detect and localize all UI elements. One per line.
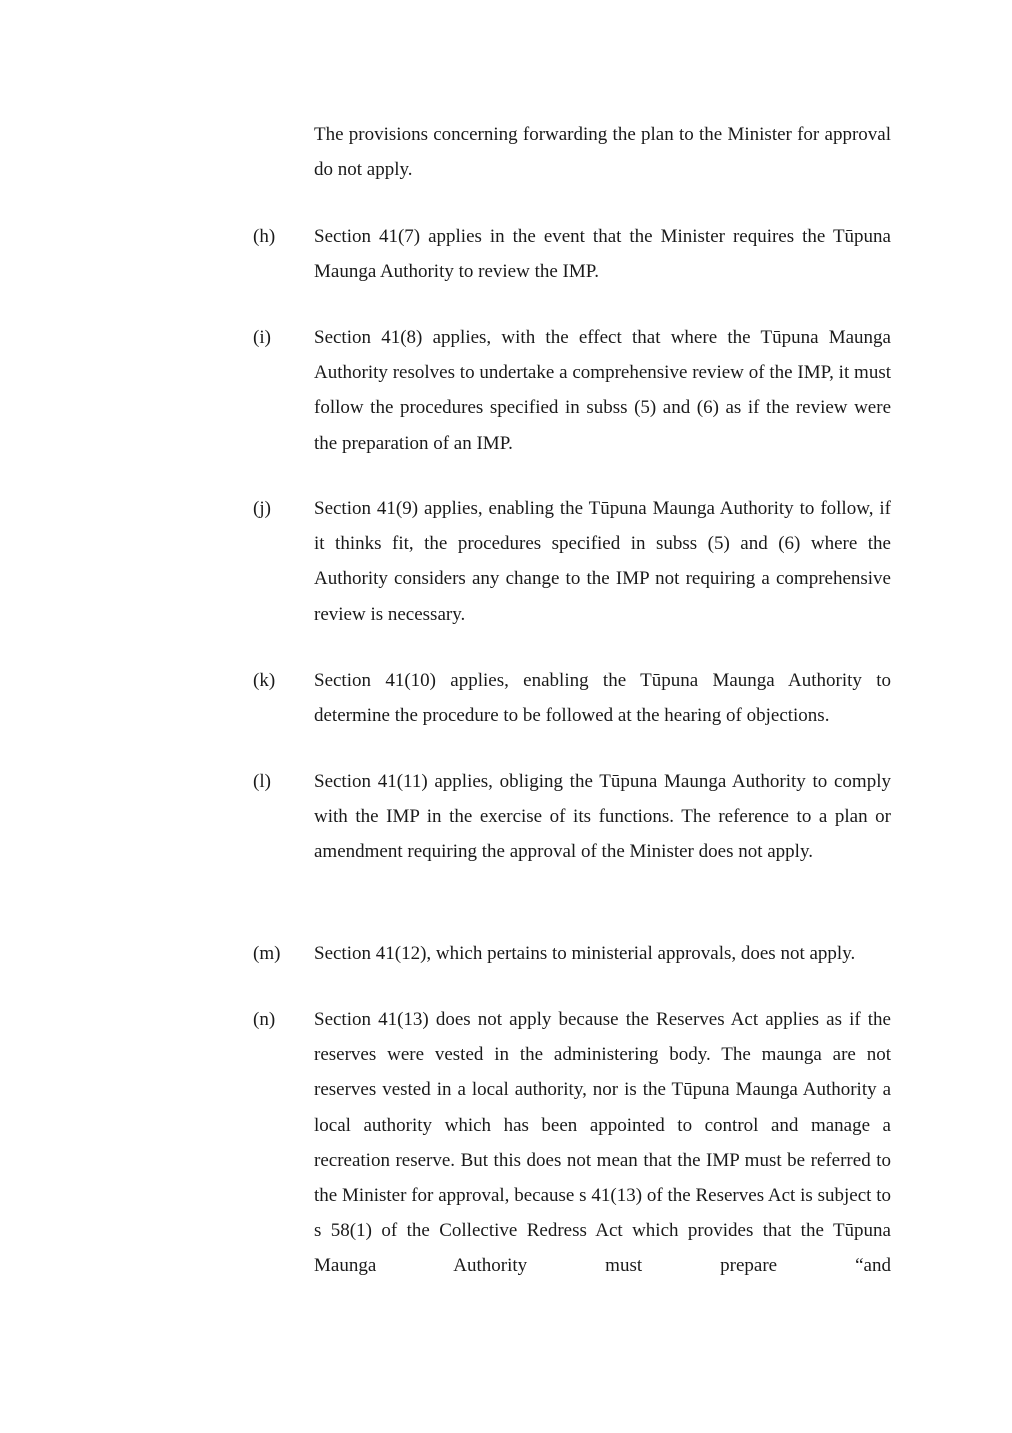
item-label: (h) [253, 226, 276, 247]
item-label: (i) [253, 327, 271, 348]
continuation-text: The provisions concerning forwarding the plan to the Minister for approval do not apply. [314, 124, 891, 181]
item-label: (m) [253, 943, 281, 964]
item-text: Section 41(8) applies, with the effect that where the Tūpuna Maunga Authority resolves to undertake a comprehensive review of the IMP, it must follow the procedures specified in subss (5) and (6) as if the review were the preparation of an IMP. [314, 327, 891, 454]
item-label: (j) [253, 498, 271, 519]
item-label: (k) [253, 670, 276, 691]
item-label: (l) [253, 771, 271, 792]
item-text: Section 41(11) applies, obliging the Tūpuna Maunga Authority to comply with the IMP in the exercise of its functions. The reference to a plan or amendment requiring the approval of the Minister does not apply. [314, 771, 891, 863]
item-text: Section 41(12), which pertains to ministerial approvals, does not apply. [314, 943, 856, 964]
item-text: Section 41(13) does not apply because the Reserves Act applies as if the reserves were vested in the administering body. The maunga are not reserves vested in a local authority, nor is the Tūpuna Maunga Authority a local authority which has been appointed to control and manage a recreation reserve. But this does not mean that the IMP must be referred to the Minister for approval, because s 41(13) of the Reserves Act is subject to s 58(1) of the Collective Redress Act which provides that the Tūpuna Maunga Authority must prepare “and [314, 1009, 891, 1277]
item-label: (n) [253, 1009, 276, 1030]
item-text: Section 41(9) applies, enabling the Tūpuna Maunga Authority to follow, if it thinks fit, the procedures specified in subss (5) and (6) where the Authority considers any change to the IMP not requiring a comprehensive review is necessary. [314, 498, 891, 625]
item-text: Section 41(7) applies in the event that the Minister requires the Tūpuna Maunga Authority to review the IMP. [314, 226, 891, 283]
item-text: Section 41(10) applies, enabling the Tūpuna Maunga Authority to determine the procedure to be followed at the hearing of objections. [314, 670, 891, 727]
